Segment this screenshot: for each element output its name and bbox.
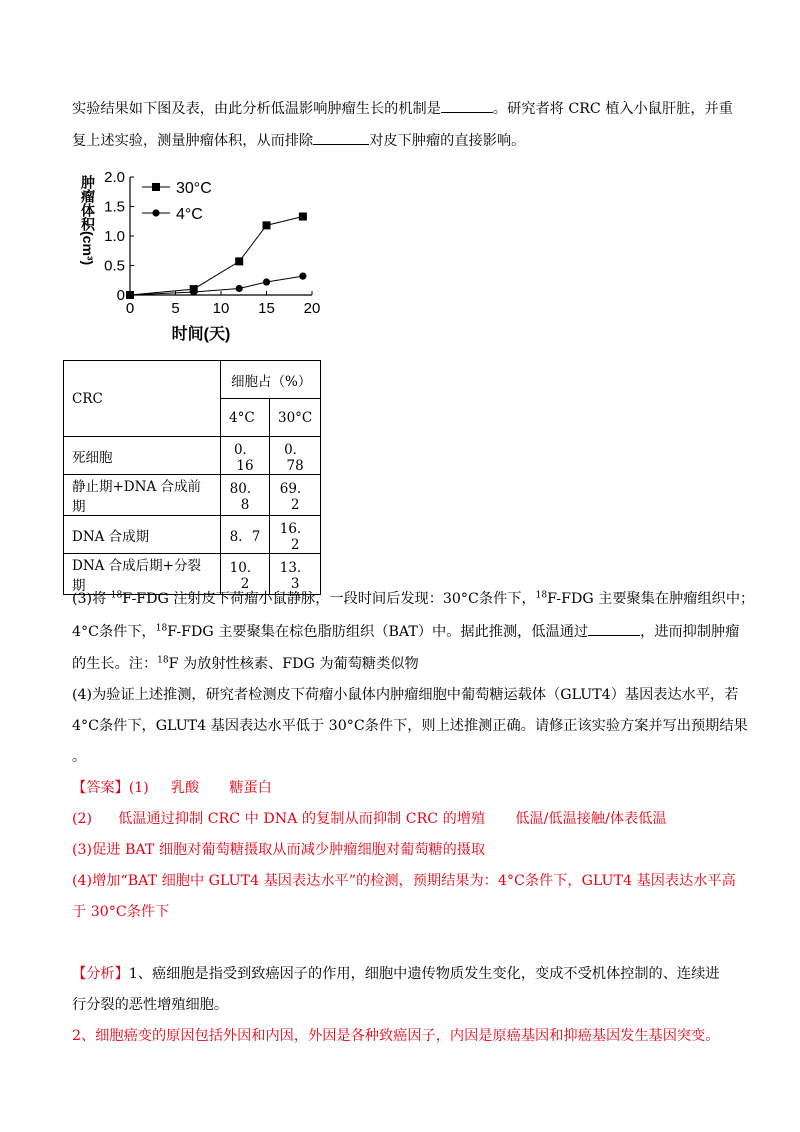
- answer-label: 【答案】(1): [72, 780, 149, 796]
- row-label: 静止期+DNA 合成前期: [64, 475, 221, 516]
- answer-line-2: [72, 808, 667, 828]
- series-line: [130, 217, 303, 295]
- q3-line-3: [72, 653, 419, 673]
- answer-1-2: 糖蛋白: [229, 780, 272, 796]
- q3-line-1: [72, 588, 754, 608]
- y-tick-label: 0: [116, 287, 125, 304]
- superscript: 18: [157, 655, 169, 666]
- q3-text: ，进而抑制肿瘤: [640, 624, 740, 640]
- table-header-30c: 30°C: [270, 399, 321, 437]
- table-row: [64, 437, 321, 475]
- answer-2-label: (2): [72, 811, 93, 827]
- cell-4c: 80．8: [221, 475, 270, 516]
- x-axis-label: 时间(天): [171, 326, 231, 343]
- y-tick-label: 2.0: [104, 169, 125, 186]
- answer-1-1: 乳酸: [170, 780, 200, 796]
- q3-text: (3)将: [72, 591, 111, 607]
- data-point-circle: [299, 273, 306, 280]
- q3-text: 4°C条件下，: [72, 624, 156, 640]
- data-point-square: [235, 257, 243, 265]
- answer-2-1: 低温通过抑制 CRC 中 DNA 的复制从而抑制 CRC 的增殖: [118, 811, 486, 827]
- intro-line-2: [72, 130, 525, 150]
- x-tick-label: 0: [125, 300, 135, 317]
- q4-line-2: 4°C条件下，GLUT4 基因表达水平低于 30°C条件下，则上述推测正确。请修正该实验方案并写出预期结果: [72, 718, 748, 734]
- table-header-crc: CRC: [64, 361, 221, 437]
- cell-4c: 0．16: [221, 437, 270, 475]
- answer-line-4: (4)增加“BAT 细胞中 GLUT4 基因表达水平”的检测，预期结果为：4°C条件下，GLUT4 基因表达水平高: [72, 873, 736, 889]
- data-point-circle: [126, 291, 133, 298]
- superscript: 18: [155, 623, 168, 634]
- table-header-row: [64, 361, 321, 399]
- legend-marker-circle: [152, 209, 159, 216]
- cell-30c: 16．2: [270, 516, 321, 554]
- superscript: 18: [535, 590, 548, 601]
- superscript: 18: [110, 590, 123, 601]
- table-row: [64, 475, 321, 516]
- x-tick-label: 20: [303, 300, 321, 317]
- answer-blank: [313, 144, 369, 145]
- cell-4c: 8．7: [221, 516, 270, 554]
- y-tick-label: 0.5: [104, 257, 125, 275]
- legend-marker-square: [152, 183, 160, 191]
- intro-text: 对皮下肿瘤的直接影响。: [369, 133, 526, 149]
- table-row: [64, 516, 321, 554]
- x-tick-label: 10: [212, 300, 230, 317]
- analysis-line-2: 行分裂的恶性增殖细胞。: [72, 997, 229, 1013]
- q3-text: F 为放射性核素、FDG 为葡萄糖类似物: [168, 656, 419, 672]
- answer-blank: [441, 112, 493, 113]
- data-point-circle: [190, 288, 197, 295]
- table-header-group: 细胞占（%）: [221, 361, 321, 399]
- q3-text: F-FDG 注射皮下荷瘤小鼠静脉，一段时间后发现：30°C条件下，: [122, 591, 536, 607]
- x-tick-label: 5: [171, 300, 180, 317]
- intro-text: 实验结果如下图及表，由此分析低温影响肿瘤生长的机制是: [72, 101, 441, 117]
- y-tick-label: 1.0: [104, 228, 125, 245]
- analysis-line-3: 2、细胞癌变的原因包括外因和内因，外因是各种致癌因子，内因是原癌基因和抑癌基因发生基因突变。: [72, 1028, 720, 1044]
- cell-cycle-table: [63, 360, 321, 595]
- row-label: 死细胞: [64, 437, 221, 475]
- analysis-line-1: [72, 963, 719, 983]
- legend-label: 4°C: [176, 206, 203, 223]
- intro-line-1: [72, 98, 733, 118]
- analysis-label: 【分析】: [72, 966, 129, 982]
- legend-label: 30°C: [176, 180, 212, 197]
- y-axis-label: 肿瘤体积(cm³): [80, 175, 96, 266]
- y-tick-label: 1.5: [104, 198, 125, 216]
- q3-line-2: [72, 621, 739, 641]
- cell-30c: 0．78: [270, 437, 321, 475]
- x-tick-label: 15: [258, 300, 275, 317]
- answer-line-1: [72, 777, 272, 797]
- answer-blank: [588, 635, 640, 636]
- data-point-circle: [236, 285, 243, 292]
- table-header-4c: 4°C: [221, 399, 270, 437]
- q4-line-3: 。: [72, 749, 87, 765]
- cell-30c: 69．2: [270, 475, 321, 516]
- q3-text: F-FDG 主要聚集在棕色脂肪组织（BAT）中。据此推测，低温通过: [167, 624, 589, 640]
- row-label: DNA 合成后期+分裂期: [64, 554, 221, 595]
- analysis-text: 1、癌细胞是指受到致癌因子的作用，细胞中遗传物质发生变化，变成不受机体控制的、连续进: [128, 966, 720, 982]
- answer-line-3: (3)促进 BAT 细胞对葡萄糖摄取从而减少肿瘤细胞对葡萄糖的摄取: [72, 842, 486, 858]
- q3-text: F-FDG 主要聚集在肿瘤组织中；: [547, 591, 755, 607]
- intro-text: 复上述实验，测量肿瘤体积，从而排除: [72, 133, 314, 149]
- answer-2-2: 低温/低温接触/体表低温: [515, 811, 667, 827]
- tumor-volume-chart: [80, 165, 340, 350]
- q4-line-1: (4)为验证上述推测，研究者检测皮下荷瘤小鼠体内肿瘤细胞中葡萄糖运载体（GLUT4）基因表达水平，若: [72, 687, 739, 703]
- row-label: DNA 合成期: [64, 516, 221, 554]
- data-point-square: [299, 213, 307, 221]
- q3-text: 的生长。注：: [72, 656, 158, 672]
- cell-4c: 10．2: [221, 554, 270, 595]
- data-point-square: [263, 221, 271, 229]
- intro-text: 。研究者将 CRC 植入小鼠肝脏，并重: [492, 101, 733, 117]
- answer-line-5: 于 30°C条件下: [72, 904, 170, 920]
- data-point-circle: [263, 278, 270, 285]
- cell-30c: 13．3: [270, 554, 321, 595]
